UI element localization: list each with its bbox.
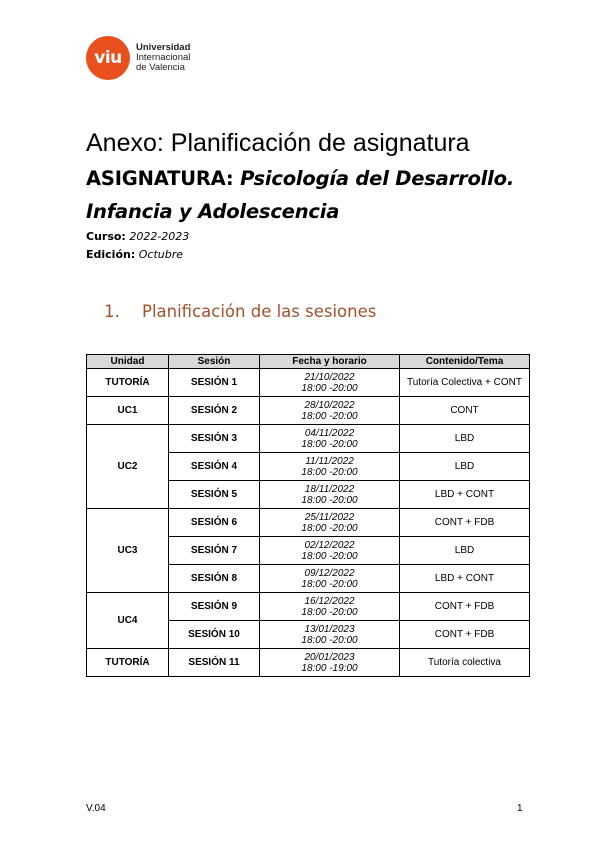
header-sesion: Sesión (169, 355, 260, 369)
viu-logo (86, 36, 190, 80)
session-cell: SESIÓN 10 (169, 621, 260, 649)
time-value: 18:00 -20:00 (301, 382, 358, 394)
date-cell (260, 565, 400, 593)
course-value: 2022-2023 (129, 230, 190, 243)
time-value: 18:00 -20:00 (301, 578, 358, 590)
date-value: 04/11/2022 (304, 427, 355, 439)
table-row (87, 509, 530, 537)
header-contenido: Contenido/Tema (400, 355, 530, 369)
edition-label: Edición: (86, 248, 136, 261)
unit-cell: UC1 (87, 397, 169, 425)
content-cell: CONT + FDB (400, 593, 530, 621)
logo-line-3: de Valencia (136, 62, 185, 73)
section-heading (104, 302, 376, 321)
footer-page-number: 1 (517, 803, 523, 814)
content-cell: LBD + CONT (400, 481, 530, 509)
time-value: 18:00 -20:00 (301, 466, 358, 478)
header-fecha: Fecha y horario (260, 355, 400, 369)
content-cell: CONT + FDB (400, 509, 530, 537)
date-cell (260, 481, 400, 509)
date-cell (260, 593, 400, 621)
session-cell: SESIÓN 8 (169, 565, 260, 593)
time-value: 18:00 -20:00 (301, 438, 358, 450)
table-row (87, 397, 530, 425)
content-cell: LBD (400, 453, 530, 481)
session-cell: SESIÓN 7 (169, 537, 260, 565)
date-value: 25/11/2022 (304, 511, 355, 523)
date-cell (260, 649, 400, 677)
table-row (87, 649, 530, 677)
time-value: 18:00 -20:00 (301, 550, 358, 562)
logo-line-1: Universidad (136, 42, 191, 53)
session-cell: SESIÓN 2 (169, 397, 260, 425)
course-line (86, 230, 189, 243)
session-cell: SESIÓN 9 (169, 593, 260, 621)
date-value: 11/11/2022 (305, 455, 354, 467)
time-value: 18:00 -19:00 (301, 662, 358, 674)
date-value: 16/12/2022 (304, 595, 355, 607)
subject-label: ASIGNATURA: (86, 167, 234, 190)
content-cell: Tutoría colectiva (400, 649, 530, 677)
header-unidad: Unidad (87, 355, 169, 369)
table-row (87, 593, 530, 621)
time-value: 18:00 -20:00 (301, 606, 358, 618)
content-cell: CONT + FDB (400, 621, 530, 649)
date-cell (260, 397, 400, 425)
date-cell (260, 509, 400, 537)
date-value: 09/12/2022 (304, 567, 355, 579)
logo-wordmark (136, 43, 190, 73)
session-cell: SESIÓN 11 (169, 649, 260, 677)
subject-name: Psicología del Desarrollo. Infancia y Adolescencia (86, 167, 515, 223)
date-cell (260, 369, 400, 397)
content-cell: Tutoría Colectiva + CONT (400, 369, 530, 397)
time-value: 18:00 -20:00 (301, 634, 358, 646)
date-value: 18/11/2022 (304, 483, 355, 495)
subject-heading (86, 162, 526, 228)
page-title: Anexo: Planificación de asignatura (86, 129, 470, 157)
unit-cell: UC2 (87, 425, 169, 509)
unit-cell: UC4 (87, 593, 169, 649)
table-header-row (87, 355, 530, 369)
date-value: 13/01/2023 (304, 623, 355, 635)
edition-value: Octubre (138, 248, 184, 261)
table-row (87, 425, 530, 453)
date-cell (260, 425, 400, 453)
session-cell: SESIÓN 6 (169, 509, 260, 537)
date-value: 02/12/2022 (304, 539, 355, 551)
footer-version: V.04 (86, 803, 106, 814)
unit-cell: TUTORÍA (87, 649, 169, 677)
course-label: Curso: (86, 230, 126, 243)
section-number: 1. (104, 302, 120, 321)
date-cell (260, 621, 400, 649)
table-row (87, 369, 530, 397)
logo-mark: viu (86, 36, 130, 80)
session-cell: SESIÓN 4 (169, 453, 260, 481)
time-value: 18:00 -20:00 (301, 522, 358, 534)
content-cell: LBD (400, 537, 530, 565)
date-value: 28/10/2022 (304, 399, 355, 411)
date-value: 21/10/2022 (304, 371, 355, 383)
session-cell: SESIÓN 5 (169, 481, 260, 509)
section-title: Planificación de las sesiones (142, 302, 377, 321)
content-cell: LBD + CONT (400, 565, 530, 593)
session-cell: SESIÓN 3 (169, 425, 260, 453)
date-cell (260, 537, 400, 565)
content-cell: LBD (400, 425, 530, 453)
time-value: 18:00 -20:00 (301, 494, 358, 506)
date-cell (260, 453, 400, 481)
date-value: 20/01/2023 (304, 651, 355, 663)
session-cell: SESIÓN 1 (169, 369, 260, 397)
unit-cell: UC3 (87, 509, 169, 593)
time-value: 18:00 -20:00 (301, 410, 358, 422)
logo-line-2: Internacional (136, 52, 191, 63)
content-cell: CONT (400, 397, 530, 425)
unit-cell: TUTORÍA (87, 369, 169, 397)
edition-line (86, 248, 183, 261)
sessions-table (86, 354, 530, 677)
